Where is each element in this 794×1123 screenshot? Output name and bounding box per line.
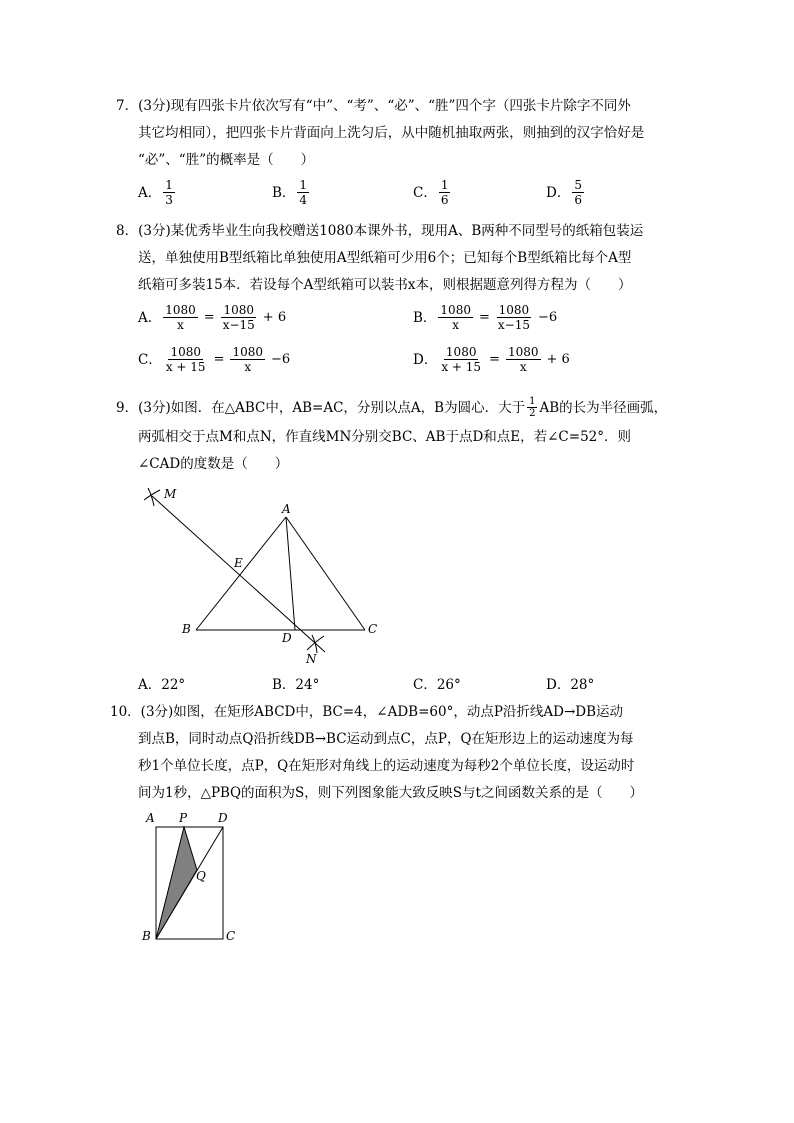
equals-sign: = xyxy=(213,351,225,367)
label-d: D xyxy=(282,631,292,645)
q9-option-c[interactable]: C．26° xyxy=(413,677,461,693)
segment-ab xyxy=(196,517,286,630)
q9-option-a[interactable]: A．22° xyxy=(138,677,186,693)
label-b: B xyxy=(142,929,151,943)
label-d: D xyxy=(218,811,228,825)
option-label: C． xyxy=(413,184,437,201)
fraction: $\frac{1}{6}$ xyxy=(440,178,449,207)
fraction: $\frac{5}{6}$ xyxy=(574,178,582,207)
fraction-right: $\frac{1080}{x-15}$ xyxy=(222,303,255,332)
q7-option-d[interactable] xyxy=(546,178,586,207)
fraction-left: $\frac{1080}{x + 15}$ xyxy=(441,345,482,374)
q9-triangle-figure xyxy=(130,480,390,670)
equation-tail: −6 xyxy=(271,351,291,367)
segment-ad xyxy=(286,517,295,630)
q7-option-b[interactable] xyxy=(272,178,311,207)
label-p: P xyxy=(179,811,188,825)
option-label: B． xyxy=(413,309,437,326)
label-c: C xyxy=(226,929,236,943)
q10-line2: 到点B，同时动点Q沿折线DB→BC运动到点C，点P，Q在矩形边上的运动速度为每 xyxy=(138,731,634,747)
q7-line3: “必”、“胜”的概率是（ ） xyxy=(138,152,315,168)
fraction-right: $\frac{1080}{x}$ xyxy=(232,345,264,374)
label-c: C xyxy=(368,622,378,636)
option-label: D． xyxy=(546,184,571,201)
q7-option-a[interactable] xyxy=(138,178,177,207)
equals-sign: = xyxy=(203,309,215,325)
q9-option-b[interactable]: B．24° xyxy=(272,677,320,693)
label-a: A xyxy=(282,502,291,516)
label-m: M xyxy=(164,487,177,501)
equals-sign: = xyxy=(478,309,490,325)
q8-option-b[interactable] xyxy=(413,303,559,332)
shaded-triangle-pbq xyxy=(156,827,197,939)
line-mn xyxy=(152,496,325,652)
equals-sign: = xyxy=(489,351,500,367)
segment-ac xyxy=(286,517,365,630)
option-label: B． xyxy=(272,184,296,201)
label-q: Q xyxy=(196,869,206,883)
fraction: $\frac{1}{3}$ xyxy=(165,178,173,207)
q8-line1: 8．(3分)某优秀毕业生向我校赠送1080本课外书，现用A、B两种不同型号的纸箱包装运 xyxy=(116,223,644,239)
label-n: N xyxy=(306,652,317,666)
q9-line1 xyxy=(116,396,667,419)
equation-tail: −6 xyxy=(537,309,558,325)
half-fraction: $\frac{1}{2}$ xyxy=(529,396,536,419)
q9-line2: 两弧相交于点M和点N，作直线MN分别交BC、AB于点D和点E，若∠C=52°．则 xyxy=(138,429,631,445)
label-a: A xyxy=(146,811,155,825)
q8-line2: 送，单独使用B型纸箱比单独使用A型纸箱可少用6个；已知每个B型纸箱比每个A型 xyxy=(138,250,632,266)
fraction-right: $\frac{1080}{x}$ xyxy=(507,345,539,374)
q9-line3: ∠CAD的度数是（ ） xyxy=(138,456,289,472)
q7-option-c[interactable] xyxy=(413,178,452,207)
fraction: $\frac{1}{4}$ xyxy=(299,178,308,207)
q8-option-a[interactable] xyxy=(138,303,288,332)
q8-option-c[interactable] xyxy=(138,345,292,374)
equation-tail: + 6 xyxy=(546,351,570,367)
q8-option-d[interactable] xyxy=(413,345,572,374)
option-label: D． xyxy=(413,351,438,368)
q9-option-d[interactable]: D．28° xyxy=(546,677,595,693)
q10-line4: 间为1秒，△PBQ的面积为S，则下列图象能大致反映S与t之间函数关系的是（ ） xyxy=(138,785,643,801)
option-label: C． xyxy=(138,351,162,368)
option-label: A． xyxy=(138,309,162,326)
label-e: E xyxy=(234,556,243,570)
q9-line1-start: 9．(3分)如图．在△ABC中，AB=AC，分别以点A，B为圆心．大于 xyxy=(116,399,526,416)
q10-line3: 秒1个单位长度，点P，Q在矩形对角线上的运动速度为每秒2个单位长度，设运动时 xyxy=(138,758,635,774)
q8-line3: 纸箱可多装15本．若设每个A型纸箱可以装书x本，则根据题意列得方程为（ ） xyxy=(138,277,632,293)
option-label: A． xyxy=(138,184,162,201)
label-b: B xyxy=(182,622,191,636)
q9-line1-end: AB的长为半径画弧， xyxy=(539,399,668,416)
fraction-left: $\frac{1080}{x}$ xyxy=(165,303,196,332)
q7-line2: 其它均相同），把四张卡片背面向上洗匀后，从中随机抽取两张，则抽到的汉字恰好是 xyxy=(138,125,645,141)
equation-tail: + 6 xyxy=(262,309,287,325)
fraction-left: $\frac{1080}{x + 15}$ xyxy=(165,345,206,374)
q7-line1: 7．(3分)现有四张卡片依次写有“中”、“考”、“必”、“胜”四个字（四张卡片除字不同外 xyxy=(116,98,631,114)
fraction-left: $\frac{1080}{x}$ xyxy=(440,303,471,332)
q10-rectangle-figure xyxy=(138,808,248,948)
fraction-right: $\frac{1080}{x-15}$ xyxy=(497,303,530,332)
q10-line1: 10．(3分)如图，在矩形ABCD中，BC=4，∠ADB=60°，动点P沿折线AD→DB运动 xyxy=(110,704,624,720)
